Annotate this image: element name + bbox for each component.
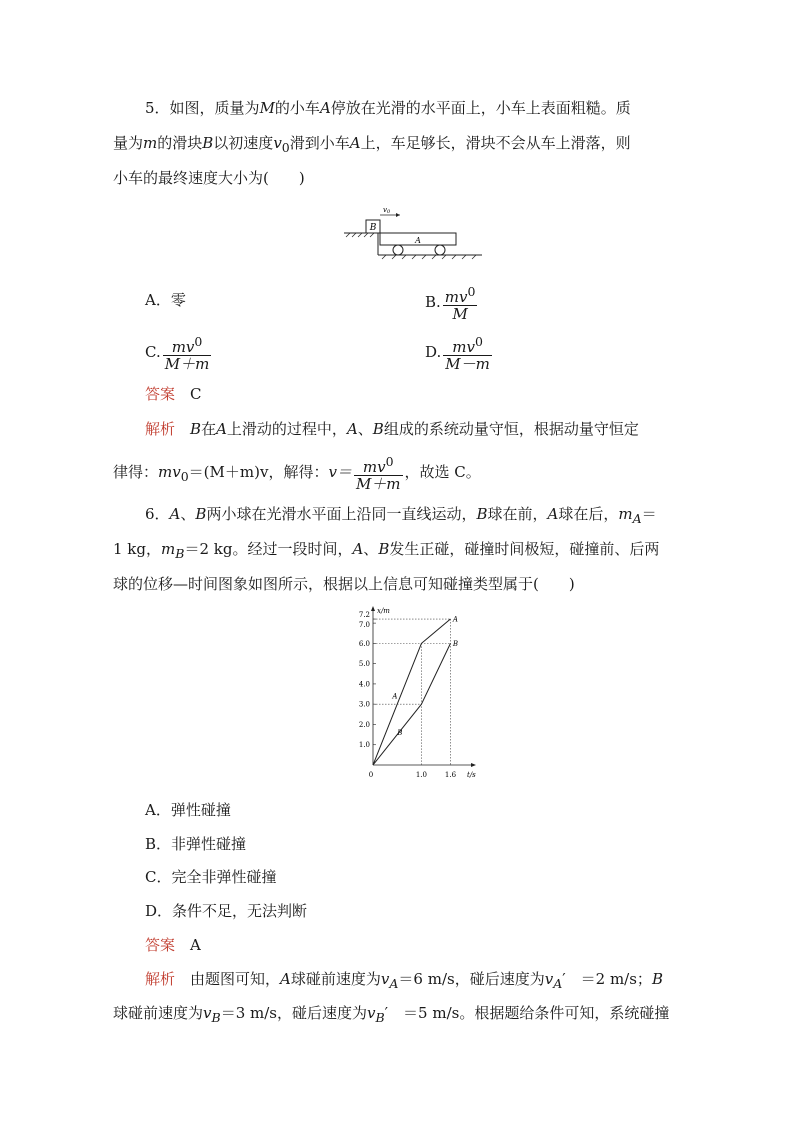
q5-analysis-fraction: $\frac{mv^0}{M+m}$ [355, 454, 401, 493]
q5-option-b-fraction: $\frac{mv^0}{M}$ [444, 284, 476, 323]
y-tick-label: 1.0 [358, 741, 370, 750]
q5-answer-label: 答案 [145, 385, 176, 403]
q6-option-d: D．条件不足，无法判断 [145, 902, 308, 920]
x-tick-label: 0 [368, 771, 374, 778]
q6-number: 6． [145, 505, 170, 523]
series-label-b: B [397, 729, 403, 738]
q5-answer-value: C [190, 385, 202, 403]
series-label-a: A [392, 692, 398, 701]
q5-option-b: B. $\frac{mv^0}{M}$ [425, 284, 476, 323]
y-tick-label: 7.2 [358, 611, 370, 620]
q5-analysis-label: 解析 [145, 420, 176, 438]
y-axis-arrow [371, 606, 375, 611]
series-line-a [373, 619, 450, 765]
q6-xt-chart [340, 603, 480, 778]
y-tick-label: 7.0 [358, 621, 370, 630]
q5-velocity-label: v0 [383, 206, 391, 215]
q5-analysis-line2: 律得：$mv_0=(M+m)v$，解得：v＝ $\frac{mv^0}{M+m}$ ，故选 C。 [113, 454, 481, 493]
q6-answer [145, 935, 201, 955]
series-label-b: B [452, 639, 459, 648]
q6-stem-line1: 6．A、B两小球在光滑水平面上沿同一直线运动，B球在前，A球在后，$m_A=$ [145, 505, 657, 526]
q5-option-c: C. $\frac{mv^0}{M+m}$ [145, 334, 210, 373]
x-tick-label: 1.0 [415, 771, 427, 778]
q5-option-a: A．零 [145, 291, 186, 309]
q6-option-b: B．非弹性碰撞 [145, 835, 247, 853]
y-tick-label: 5.0 [358, 660, 370, 669]
q5-step-hatch [346, 233, 374, 237]
series-line-b [373, 643, 450, 765]
q5-floor-hatch [382, 255, 476, 259]
q5-cart-label: A [415, 236, 421, 245]
q6-analysis-label: 解析 [145, 970, 176, 988]
y-tick-label: 2.0 [358, 720, 370, 729]
q5-analysis-line1: 解析 B在A上滑动的过程中，A、B组成的系统动量守恒，根据动量守恒定 [145, 420, 639, 438]
q6-analysis-line1: 解析 由题图可知，A球碰前速度为$v_A=6$ m/s，碰后速度为$v_A'$ ＝2 m/s；B [145, 970, 663, 991]
y-tick-label: 3.0 [358, 700, 370, 709]
y-axis-label: x/m [377, 607, 390, 615]
q5-wheel-left [393, 245, 403, 255]
q6-stem-line3: 球的位移—时间图象如图所示，根据以上信息可知碰撞类型属于( ) [113, 575, 575, 593]
q5-figure [342, 205, 487, 265]
q5-number: 5． [145, 99, 170, 117]
x-axis-label: t/s [467, 771, 476, 778]
q5-velocity-arrowhead [396, 213, 400, 217]
x-tick-label: 1.6 [444, 771, 457, 778]
q6-option-a: A．弹性碰撞 [145, 801, 231, 819]
q6-analysis-line2: 球碰前速度为$v_B=3$ m/s，碰后速度为$v_B'$ ＝5 m/s。根据题给条件可知，系统碰撞 [113, 1004, 670, 1025]
series-label-a: A [452, 615, 458, 624]
q5-stem-line2: 量为m的滑块B以初速度$v_0$滑到小车A上，车足够长，滑块不会从车上滑落，则 [113, 134, 631, 155]
q5-block-label: B [369, 223, 377, 233]
q5-option-c-fraction: $\frac{mv^0}{M+m}$ [164, 334, 210, 373]
q6-answer-label: 答案 [145, 936, 176, 954]
q5-stem-line1: 5．如图，质量为M的小车A停放在光滑的水平面上，小车上表面粗糙。质 [145, 99, 631, 117]
q6-answer-value: A [190, 936, 201, 954]
q5-option-d-fraction: $\frac{mv^0}{M-m}$ [445, 334, 490, 373]
q6-stem-line2: 1 kg，$m_B=2$ kg。经过一段时间，A、B发生正碰，碰撞时间极短，碰撞前、后两 [113, 540, 660, 561]
q5-answer [145, 384, 202, 404]
y-tick-label: 4.0 [358, 680, 370, 689]
x-axis-arrow [471, 763, 476, 767]
y-tick-label: 6.0 [358, 639, 370, 648]
q5-stem-line3: 小车的最终速度大小为( ) [113, 169, 305, 187]
q6-option-c: C．完全非弹性碰撞 [145, 868, 277, 886]
q5-wheel-right [435, 245, 445, 255]
q5-option-d: D. $\frac{mv^0}{M-m}$ [425, 334, 490, 373]
